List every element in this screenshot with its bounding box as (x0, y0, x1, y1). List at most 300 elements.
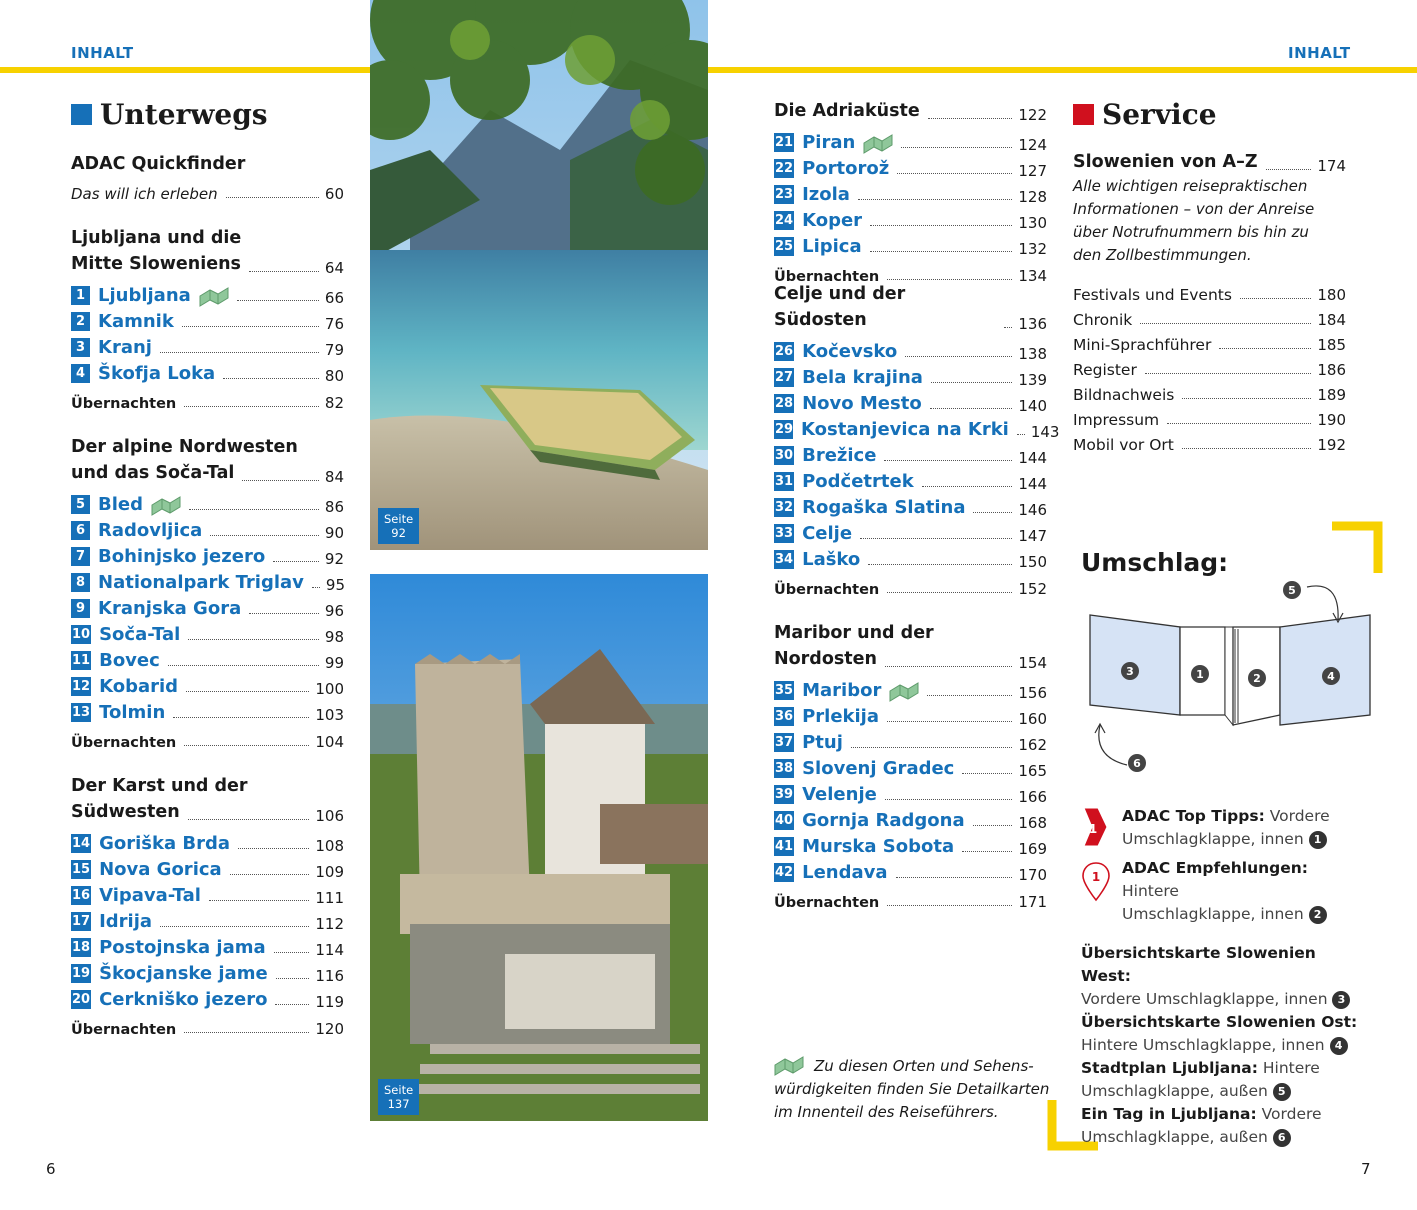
toc-entry[interactable] (774, 781, 1047, 807)
service-item-name: Mini-Sprachführer (1073, 336, 1212, 354)
toc-entry[interactable] (71, 517, 344, 543)
svg-text:1: 1 (1088, 822, 1098, 836)
group-title-row[interactable] (774, 646, 1047, 672)
toc-entry[interactable] (774, 442, 1047, 468)
toc-group (774, 284, 1060, 598)
umschlag-map-item: Ein Tag in Ljubljana: Vordere Umschlagklappe, außen 6 (1081, 1105, 1322, 1146)
page-number: 92 (324, 550, 344, 568)
page-number: 114 (315, 941, 344, 959)
leader-dots (209, 900, 309, 901)
service-item[interactable] (1073, 329, 1346, 354)
group-title-row[interactable] (774, 98, 1047, 124)
entry-number-badge: 39 (775, 786, 794, 802)
uebernachten-row[interactable] (71, 1012, 344, 1038)
page-number: 122 (1018, 106, 1047, 124)
leader-dots (1167, 423, 1311, 424)
entry-name: Laško (802, 548, 861, 570)
entry-name: Murska Sobota (802, 835, 955, 857)
circle-number: 2 (1309, 906, 1327, 924)
page-number: 144 (1018, 475, 1047, 493)
entry-number-badge: 28 (775, 395, 794, 411)
toc-entry[interactable] (71, 934, 344, 960)
entry-number-badge: 5 (71, 495, 90, 514)
entry-number-badge: 36 (775, 708, 794, 724)
page-number: 166 (1018, 788, 1047, 806)
leader-dots (242, 480, 319, 481)
leader-dots (927, 695, 1012, 696)
page-number: 192 (1317, 436, 1346, 454)
entry-name: Bled (98, 493, 143, 515)
entry-number-badge: 3 (71, 338, 90, 357)
toc-entry[interactable] (71, 673, 344, 699)
leader-dots (887, 721, 1012, 722)
diagram-label-5: 5 (1288, 584, 1296, 597)
az-row[interactable] (1073, 149, 1346, 175)
leader-dots (182, 326, 319, 327)
group-title-row[interactable] (71, 251, 344, 277)
entry-number-badge: 41 (775, 838, 794, 854)
toc-entry[interactable] (774, 729, 1047, 755)
umschlag-map-title: Stadtplan Ljubljana: (1081, 1059, 1258, 1077)
service-item[interactable] (1073, 404, 1346, 429)
entry-list (71, 282, 344, 412)
leader-dots (1266, 169, 1312, 170)
uebernachten-row[interactable] (774, 885, 1047, 911)
entry-name: Nova Gorica (99, 858, 222, 880)
leader-dots (860, 538, 1012, 539)
toc-entry[interactable] (774, 416, 1060, 442)
top-tipp-icon (1081, 805, 1109, 850)
entry-number-badge: 13 (72, 704, 91, 720)
leader-dots (884, 460, 1012, 461)
diagram-label-1: 1 (1196, 668, 1204, 681)
page-number: 169 (1018, 840, 1047, 858)
page-number: 154 (1018, 654, 1047, 672)
entry-number-badge: 34 (775, 551, 794, 567)
entry-name: Celje (802, 522, 853, 544)
uebernachten-row[interactable] (774, 572, 1047, 598)
entry-list (774, 677, 1047, 911)
leader-dots (223, 378, 319, 379)
leader-dots (868, 564, 1012, 565)
leader-dots (249, 271, 319, 272)
entry-number-badge: 2 (71, 312, 90, 331)
umschlag-map-title: Übersichtskarte Slowenien West: (1081, 944, 1316, 985)
toc-entry[interactable] (71, 647, 344, 673)
leader-dots (897, 173, 1012, 174)
leader-dots (973, 825, 1013, 826)
entry-number-badge: 14 (72, 835, 91, 851)
entry-name: Prlekija (802, 705, 879, 727)
entry-number-badge: 27 (775, 369, 794, 385)
service-item[interactable] (1073, 429, 1346, 454)
toc-entry[interactable] (774, 494, 1047, 520)
toc-entry[interactable] (774, 677, 1047, 703)
entry-number-badge: 9 (71, 599, 90, 618)
toc-entry[interactable] (774, 859, 1047, 885)
circle-number: 1 (1309, 831, 1327, 849)
entry-name: Rogaška Slatina (802, 496, 966, 518)
entry-name: Koper (802, 209, 863, 231)
leader-dots (1017, 434, 1025, 435)
toc-entry[interactable] (71, 830, 344, 856)
leader-dots (901, 147, 1012, 148)
entry-name: Bovec (99, 649, 160, 671)
circle-number: 5 (1273, 1083, 1291, 1101)
entry-name: Slovenj Gradec (802, 757, 955, 779)
circle-number: 3 (1332, 991, 1350, 1009)
quickfinder-title: ADAC Quickfinder (71, 154, 246, 174)
entry-number-badge: 35 (775, 682, 794, 698)
leader-dots (870, 251, 1013, 252)
entry-name: Vipava-Tal (99, 884, 201, 906)
az-desc-line: Informationen – von der Anreise (1073, 200, 1315, 218)
toc-entry[interactable] (71, 882, 344, 908)
service-item-name: Register (1073, 361, 1137, 379)
page-number: 160 (1018, 710, 1047, 728)
entry-number-badge: 37 (775, 734, 794, 750)
page-number: 189 (1317, 386, 1346, 404)
unterwegs-heading (71, 98, 344, 131)
page-number: 144 (1018, 449, 1047, 467)
entry-number-badge: 32 (775, 499, 794, 515)
leader-dots (188, 639, 319, 640)
page-number: 143 (1030, 423, 1060, 441)
leader-dots (226, 197, 319, 198)
entry-number-badge: 31 (775, 473, 794, 489)
page-number: 111 (315, 889, 344, 907)
header-rule-left (0, 67, 370, 73)
page-number: 112 (315, 915, 344, 933)
service-item-name: Impressum (1073, 411, 1160, 429)
entry-number-badge: 42 (775, 864, 794, 880)
page-number: 130 (1018, 214, 1047, 232)
leader-dots (1182, 448, 1312, 449)
service-item-name: Bildnachweis (1073, 386, 1175, 404)
leader-dots (237, 300, 319, 301)
page-number: 106 (315, 807, 344, 825)
entry-name: Kočevsko (802, 340, 898, 362)
leader-dots (189, 509, 319, 510)
leader-dots (962, 851, 1012, 852)
entry-name: Kostanjevica na Krki (801, 418, 1009, 440)
top-tipps-bold: ADAC Top Tipps: (1122, 807, 1265, 825)
unterwegs-title: Unterwegs (100, 98, 268, 131)
page-number-left: 6 (46, 1160, 56, 1178)
diagram-label-3: 3 (1126, 665, 1134, 678)
toc-entry[interactable] (71, 543, 344, 569)
leader-dots (210, 535, 319, 536)
entry-number-badge: 17 (72, 913, 91, 929)
leader-dots (1240, 298, 1311, 299)
entry-name: Kamnik (98, 310, 174, 332)
uebernachten-row[interactable] (71, 386, 344, 412)
leader-dots (173, 717, 309, 718)
entry-number-badge: 26 (775, 343, 794, 359)
header-right: INHALT (1288, 44, 1351, 62)
umschlag-maps-list (1081, 942, 1361, 1149)
page-number: 132 (1018, 240, 1047, 258)
entry-list (71, 830, 344, 1038)
page-number: 170 (1018, 866, 1047, 884)
group-title-row[interactable] (71, 460, 344, 486)
entry-name: Škocjanske jame (99, 962, 268, 984)
footnote-line: würdigkeiten finden Sie Detailkarten (774, 1080, 1050, 1098)
uebernachten-label: Übernachten (71, 735, 177, 751)
leader-dots (1140, 323, 1311, 324)
entry-name: Izola (802, 183, 850, 205)
detail-map-icon (199, 287, 229, 303)
toc-entry[interactable] (71, 960, 344, 986)
empfehlung-pin-icon (1081, 860, 1111, 904)
toc-entry[interactable] (774, 129, 1047, 155)
toc-entry[interactable] (774, 233, 1047, 259)
toc-entry[interactable] (774, 338, 1047, 364)
toc-group (71, 773, 344, 1038)
page-number: 120 (315, 1020, 344, 1038)
entry-name: Cerkniško jezero (99, 988, 268, 1010)
entry-number-badge: 23 (775, 186, 794, 202)
detail-map-icon (889, 682, 919, 698)
entry-name: Ptuj (802, 731, 843, 753)
leader-dots (312, 587, 320, 588)
leader-dots (276, 978, 310, 979)
entry-name: Piran (802, 131, 856, 153)
entry-list (71, 491, 344, 751)
leader-dots (962, 773, 1012, 774)
page-number: 95 (325, 576, 346, 594)
lake-bohinj-photo (370, 0, 708, 550)
circle-number: 6 (1273, 1129, 1291, 1147)
toc-entry[interactable] (774, 364, 1047, 390)
entry-name: Bohinjsko jezero (98, 545, 266, 567)
entry-name: Brežice (802, 444, 877, 466)
toc-entry[interactable] (774, 703, 1047, 729)
toc-entry[interactable] (774, 390, 1047, 416)
toc-entry[interactable] (774, 833, 1047, 859)
detail-map-icon (151, 496, 181, 512)
page-number: 103 (315, 706, 344, 724)
group-title-line: Maribor und der (774, 623, 934, 643)
circle-number: 4 (1330, 1037, 1348, 1055)
entry-name: Gornja Radgona (802, 809, 965, 831)
toc-entry[interactable] (71, 360, 344, 386)
group-title-line: Mitte Sloweniens (71, 254, 241, 274)
red-square-icon (1073, 104, 1094, 125)
footnote-line: Zu diesen Orten und Sehens- (814, 1057, 1034, 1075)
service-items (1073, 279, 1346, 454)
toc-entry[interactable] (71, 595, 344, 621)
entry-list (774, 129, 1047, 285)
leader-dots (188, 819, 310, 820)
entry-number-badge: 21 (775, 134, 794, 150)
umschlag-map-item: Stadtplan Ljubljana: Hintere Umschlagklappe, außen 5 (1081, 1059, 1320, 1100)
group-title-row[interactable] (71, 799, 344, 825)
toc-entry[interactable] (774, 520, 1047, 546)
leader-dots (896, 877, 1013, 878)
entry-number-badge: 8 (71, 573, 90, 592)
page-number: 124 (1018, 136, 1047, 154)
toc-entry[interactable] (71, 856, 344, 882)
page-number: 156 (1018, 684, 1047, 702)
az-title: Slowenien von A–Z (1073, 152, 1258, 172)
castle-illustration (370, 574, 708, 1121)
toc-entry[interactable] (71, 334, 344, 360)
page-number: 109 (315, 863, 344, 881)
entry-number-badge: 4 (71, 364, 90, 383)
toc-entry[interactable] (774, 181, 1047, 207)
lake-boat-illustration (370, 0, 708, 550)
leader-dots (168, 665, 319, 666)
leader-dots (275, 1004, 309, 1005)
entry-name: Lendava (802, 861, 888, 883)
page-number: 60 (324, 185, 344, 203)
toc-entry[interactable] (774, 468, 1047, 494)
leader-dots (186, 691, 309, 692)
toc-entry[interactable] (774, 755, 1047, 781)
uebernachten-label: Übernachten (774, 895, 880, 911)
toc-entry[interactable] (774, 207, 1047, 233)
header-rule-right (708, 67, 1417, 73)
leader-dots (887, 279, 1012, 280)
entry-name: Novo Mesto (802, 392, 922, 414)
page-number: 80 (324, 367, 344, 385)
entry-number-badge: 20 (72, 991, 91, 1007)
page-number: 174 (1317, 157, 1346, 175)
entry-name: Goriška Brda (99, 832, 231, 854)
service-item-name: Mobil vor Ort (1073, 436, 1174, 454)
entry-name: Lipica (802, 235, 862, 257)
page-number: 184 (1317, 311, 1346, 329)
entry-number-badge: 7 (71, 547, 90, 566)
service-item[interactable] (1073, 304, 1346, 329)
group-title-line: Der alpine Nordwesten (71, 437, 298, 457)
leader-dots (887, 592, 1012, 593)
toc-entry[interactable] (774, 155, 1047, 181)
toc-entry[interactable] (71, 621, 344, 647)
uebernachten-row[interactable] (71, 725, 344, 751)
page-number: 127 (1018, 162, 1047, 180)
leader-dots (1004, 327, 1012, 328)
toc-entry[interactable] (71, 491, 344, 517)
entry-name: Škofja Loka (98, 362, 216, 384)
entry-name: Kranj (98, 336, 152, 358)
entry-number-badge: 10 (72, 626, 91, 642)
leader-dots (273, 561, 319, 562)
page-number: 99 (324, 654, 344, 672)
toc-entry[interactable] (774, 546, 1047, 572)
entry-number-badge: 6 (71, 521, 90, 540)
page-number: 139 (1018, 371, 1047, 389)
entry-number-badge: 33 (775, 525, 794, 541)
leader-dots (238, 848, 309, 849)
umschlag-map-item: Übersichtskarte Slowenien Ost: Hintere Umschlagklappe, innen 4 (1081, 1013, 1358, 1054)
toc-group (71, 434, 344, 751)
leader-dots (931, 382, 1012, 383)
toc-group (774, 620, 1047, 911)
page-number: 180 (1317, 286, 1346, 304)
unterwegs-groups (71, 225, 344, 1038)
page-number: 185 (1317, 336, 1346, 354)
top-tipps-note: ADAC Top Tipps: Vordere Umschlagklappe, innen 1 (1122, 807, 1330, 848)
group-title-line: Ljubljana und die (71, 228, 242, 248)
entry-name: Bela krajina (802, 366, 923, 388)
umschlag-map-title: Ein Tag in Ljubljana: (1081, 1105, 1257, 1123)
uebernachten-label: Übernachten (71, 1022, 177, 1038)
leader-dots (1182, 398, 1311, 399)
entry-number-badge: 38 (775, 760, 794, 776)
service-item-name: Festivals und Events (1073, 286, 1232, 304)
page-number: 119 (315, 993, 344, 1011)
toc-entry[interactable] (71, 569, 344, 595)
entry-name: Soča-Tal (99, 623, 181, 645)
page-number: 136 (1018, 315, 1047, 333)
group-title-row[interactable] (774, 284, 1047, 333)
quickfinder-row[interactable] (71, 177, 344, 203)
leader-dots (274, 952, 310, 953)
leader-dots (160, 352, 319, 353)
service-item[interactable] (1073, 379, 1346, 404)
page-number: 134 (1018, 267, 1047, 285)
page-number: 168 (1018, 814, 1047, 832)
entry-number-badge: 19 (72, 965, 91, 981)
page-number: 90 (324, 524, 344, 542)
page-number: 162 (1018, 736, 1047, 754)
detail-map-icon (863, 134, 893, 150)
page-number: 150 (1018, 553, 1047, 571)
page-number: 86 (324, 498, 344, 516)
leader-dots (184, 1032, 309, 1033)
leader-dots (905, 356, 1012, 357)
cover-flap-diagram (1085, 575, 1377, 777)
diagram-label-2: 2 (1253, 672, 1261, 685)
service-column (1073, 98, 1346, 454)
toc-entry[interactable] (774, 807, 1047, 833)
svg-text:1: 1 (1091, 870, 1101, 884)
group-title-line: Der Karst und der (71, 776, 248, 796)
service-item[interactable] (1073, 279, 1346, 304)
page-number: 140 (1018, 397, 1047, 415)
service-item[interactable] (1073, 354, 1346, 379)
toc-entry[interactable] (71, 699, 344, 725)
toc-entry[interactable] (71, 908, 344, 934)
uebernachten-label: Übernachten (774, 269, 880, 285)
page-number: 82 (324, 394, 344, 412)
leader-dots (922, 486, 1013, 487)
toc-entry[interactable] (71, 282, 344, 308)
umschlag-title: Umschlag: (1081, 548, 1229, 577)
leader-dots (885, 799, 1013, 800)
entry-name: Podčetrtek (802, 470, 914, 492)
empfehlungen-note: ADAC Empfehlungen: Hintere Umschlagklappe, innen 2 (1122, 857, 1362, 926)
entry-number-badge: 29 (775, 421, 794, 437)
toc-entry[interactable] (71, 308, 344, 334)
page-number: 79 (324, 341, 344, 359)
page-number: 128 (1018, 188, 1047, 206)
leader-dots (1145, 373, 1312, 374)
footnote-line: im Innenteil des Reiseführers. (774, 1103, 999, 1121)
photo-page-badge-top: Seite 92 (378, 508, 419, 544)
service-title: Service (1102, 98, 1217, 131)
entry-number-badge: 40 (775, 812, 794, 828)
toc-entry[interactable] (71, 986, 344, 1012)
group-title-line: Südwesten (71, 802, 180, 822)
page-number: 96 (324, 602, 344, 620)
service-item-name: Chronik (1073, 311, 1133, 329)
page-number: 165 (1018, 762, 1047, 780)
leader-dots (230, 874, 310, 875)
leader-dots (184, 745, 309, 746)
